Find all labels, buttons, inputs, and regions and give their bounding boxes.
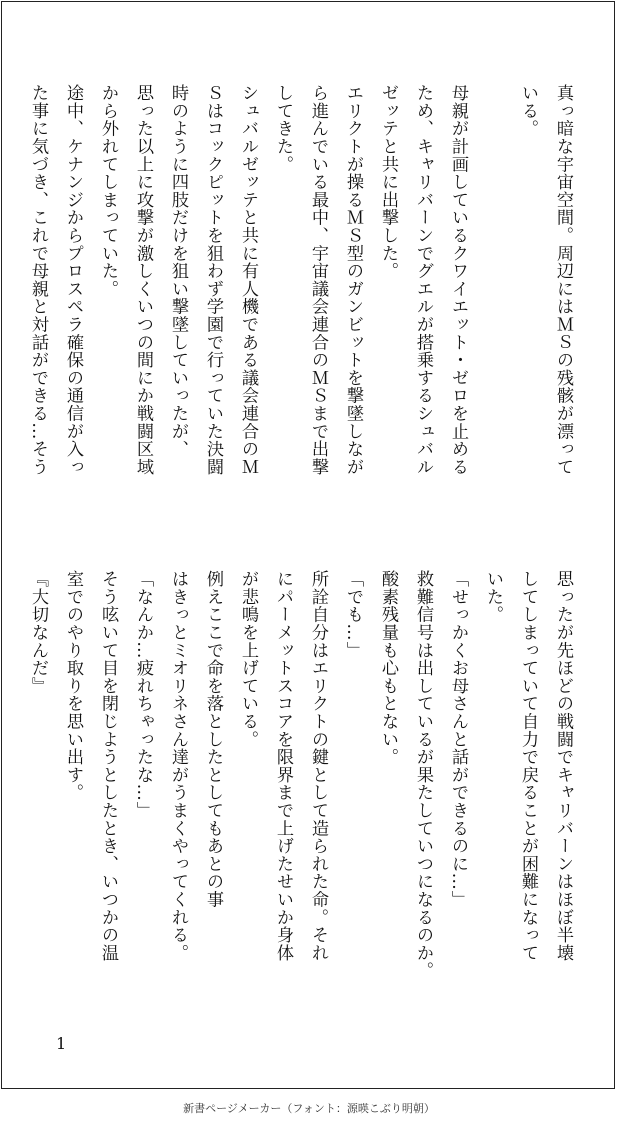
text-line: た事に気づき、これで母親と対話ができる…そう bbox=[28, 84, 48, 476]
text-line: 酸素残量も心もとない。 bbox=[378, 570, 398, 766]
text-line: から外れてしまっていた。 bbox=[98, 84, 118, 298]
page-number: 1 bbox=[56, 1034, 67, 1053]
text-line: 「なんか…疲れちゃったな…」 bbox=[133, 570, 153, 820]
text-line: エリクトが操るＭＳ型のガンビットを撃墜しなが bbox=[343, 84, 363, 476]
text-line: にパーメットスコアを限界まで上げたせいか身体 bbox=[273, 570, 293, 962]
text-line: そう呟いて目を閉じようとしたとき、いつかの温 bbox=[98, 570, 118, 962]
text-line: 救難信号は出しているが果たしていつになるのか。 bbox=[413, 570, 433, 980]
text-line: 例えここで命を落としたとしてもあとの事 bbox=[203, 570, 223, 909]
text-line: 室でのやり取りを思い出す。 bbox=[63, 570, 83, 802]
upper-text-block bbox=[20, 84, 580, 524]
text-line: が悲鳴を上げている。 bbox=[238, 570, 258, 748]
text-line: 「せっかくお母さんと話ができるのに…」 bbox=[448, 570, 468, 909]
text-line: 時のように四肢だけを狙い撃墜していったが、 bbox=[168, 84, 188, 458]
text-line: いた。 bbox=[483, 570, 503, 624]
text-line: はきっとミオリネさん達がうまくやってくれる。 bbox=[168, 570, 188, 962]
text-line: してきた。 bbox=[273, 84, 293, 173]
text-line: Ｓはコックピットを狙わず学園で行っていた決闘 bbox=[203, 84, 223, 476]
text-line: ゼッテと共に出撃した。 bbox=[378, 84, 398, 280]
text-line: 「でも…」 bbox=[343, 570, 363, 659]
text-line: 真っ暗な宇宙空間。周辺にはＭＳの残骸が漂って bbox=[553, 84, 573, 476]
text-line: 『大切なんだ』 bbox=[28, 570, 48, 695]
text-line: ら進んでいる最中、宇宙議会連合のＭＳまで出撃 bbox=[308, 84, 328, 476]
text-line: してしまっていて自力で戻ることが困難になって bbox=[518, 570, 538, 962]
text-line: 思ったが先ほどの戦闘でキャリバーンはほぼ半壊 bbox=[553, 570, 573, 962]
text-line bbox=[475, 84, 510, 524]
text-line: 母親が計画しているクワイエット・ゼロを止める bbox=[448, 84, 468, 476]
text-line: 途中、ケナンジからプロスペラ確保の通信が入っ bbox=[63, 84, 83, 476]
text-line: 思った以上に攻撃が激しくいつの間にか戦闘区域 bbox=[133, 84, 153, 476]
text-line: シュバルゼッテと共に有人機である議会連合のＭ bbox=[238, 84, 258, 476]
text-line: ため、キャリバーンでグエルが搭乗するシュバル bbox=[413, 84, 433, 476]
manuscript-page bbox=[1, 1, 615, 1089]
text-line: いる。 bbox=[518, 84, 538, 138]
footer-credit: 新書ページメーカー（フォント：源暎こぶり明朝） bbox=[183, 1102, 435, 1115]
text-line: 所詮自分はエリクトの鍵として造られた命。それ bbox=[308, 570, 328, 962]
lower-text-block bbox=[20, 570, 580, 1010]
